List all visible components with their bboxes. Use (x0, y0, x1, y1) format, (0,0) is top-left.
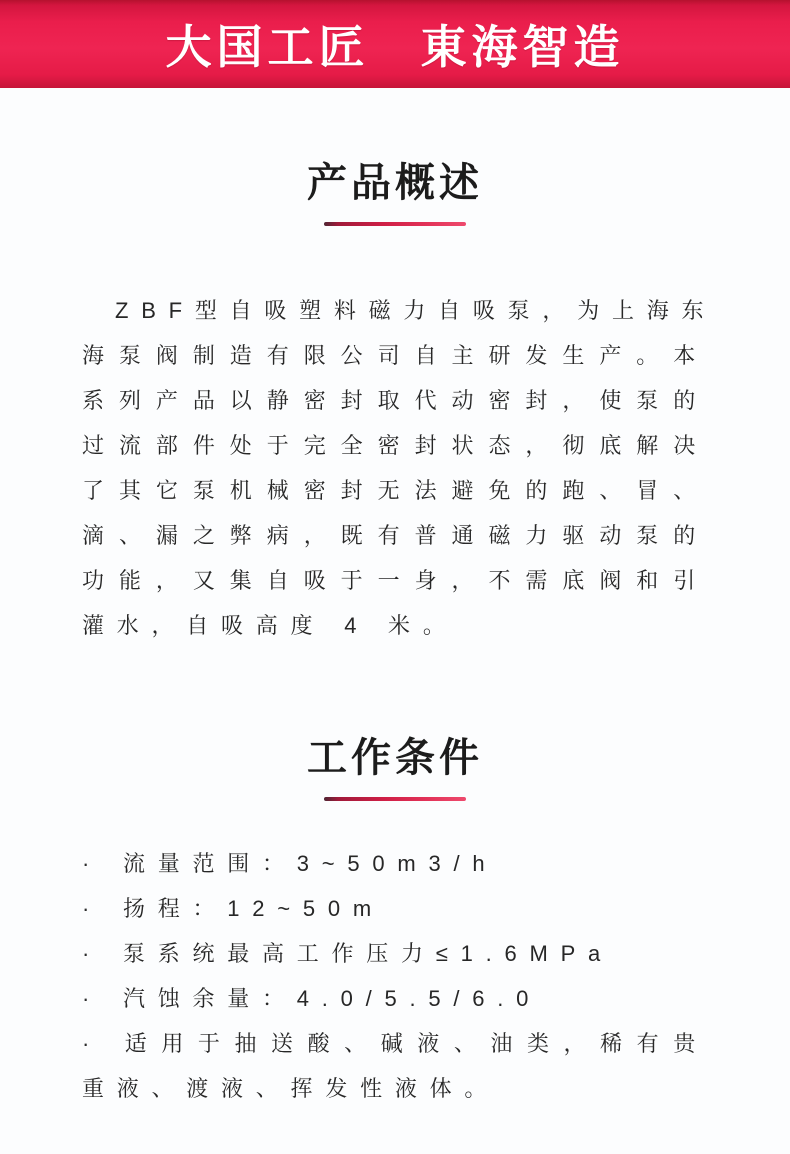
paragraph-line: 灌水，自吸高度 4 米。 (82, 613, 458, 638)
paragraph-line: 了其它泵机械密封无法避免的跑、冒、 (82, 478, 708, 503)
list-item-text: 流量范围：3~50m3/h (122, 851, 498, 876)
conditions-section-title: 工作条件 (307, 736, 483, 780)
bullet-icon: · (82, 986, 103, 1011)
bullet-icon: · (82, 941, 103, 966)
overview-section-title: 产品概述 (307, 161, 483, 205)
spec-list (82, 841, 708, 1111)
paragraph-line: 过流部件处于完全密封状态，彻底解决 (82, 433, 708, 458)
working-conditions-section (82, 734, 708, 1111)
bullet-icon: · (82, 851, 103, 876)
paragraph-line: 海泵阀制造有限公司自主研发生产。本 (82, 343, 708, 368)
paragraph-line: 滴、漏之弊病，既有普通磁力驱动泵的 (82, 523, 708, 548)
list-item (82, 1021, 708, 1111)
list-item (82, 841, 708, 886)
product-overview-section (82, 159, 717, 648)
title-underline-divider (324, 222, 466, 226)
list-item (82, 976, 708, 1021)
banner-title: 大国工匠 東海智造 (165, 21, 625, 73)
paragraph-line: 系列产品以静密封取代动密封，使泵的 (82, 388, 708, 413)
page-content (0, 159, 790, 1111)
title-underline-divider (324, 797, 466, 801)
list-item-text: 适用于抽送酸、碱液、油类，稀有贵重液、渡液、挥发性液体。 (82, 1031, 708, 1101)
list-item (82, 886, 708, 931)
overview-paragraph (82, 288, 717, 648)
list-item-text: 扬程：12~50m (122, 896, 384, 921)
header-banner (0, 0, 790, 88)
paragraph-line: ZBF型自吸塑料磁力自吸泵，为上海东 (115, 298, 717, 323)
bullet-icon: · (82, 896, 103, 921)
list-item-text: 泵系统最高工作压力≤1.6MPa (122, 941, 614, 966)
list-item (82, 931, 708, 976)
bullet-icon: · (82, 1031, 103, 1056)
paragraph-line: 功能，又集自吸于一身，不需底阀和引 (82, 568, 708, 593)
list-item-text: 汽蚀余量：4.0/5.5/6.0 (122, 986, 542, 1011)
